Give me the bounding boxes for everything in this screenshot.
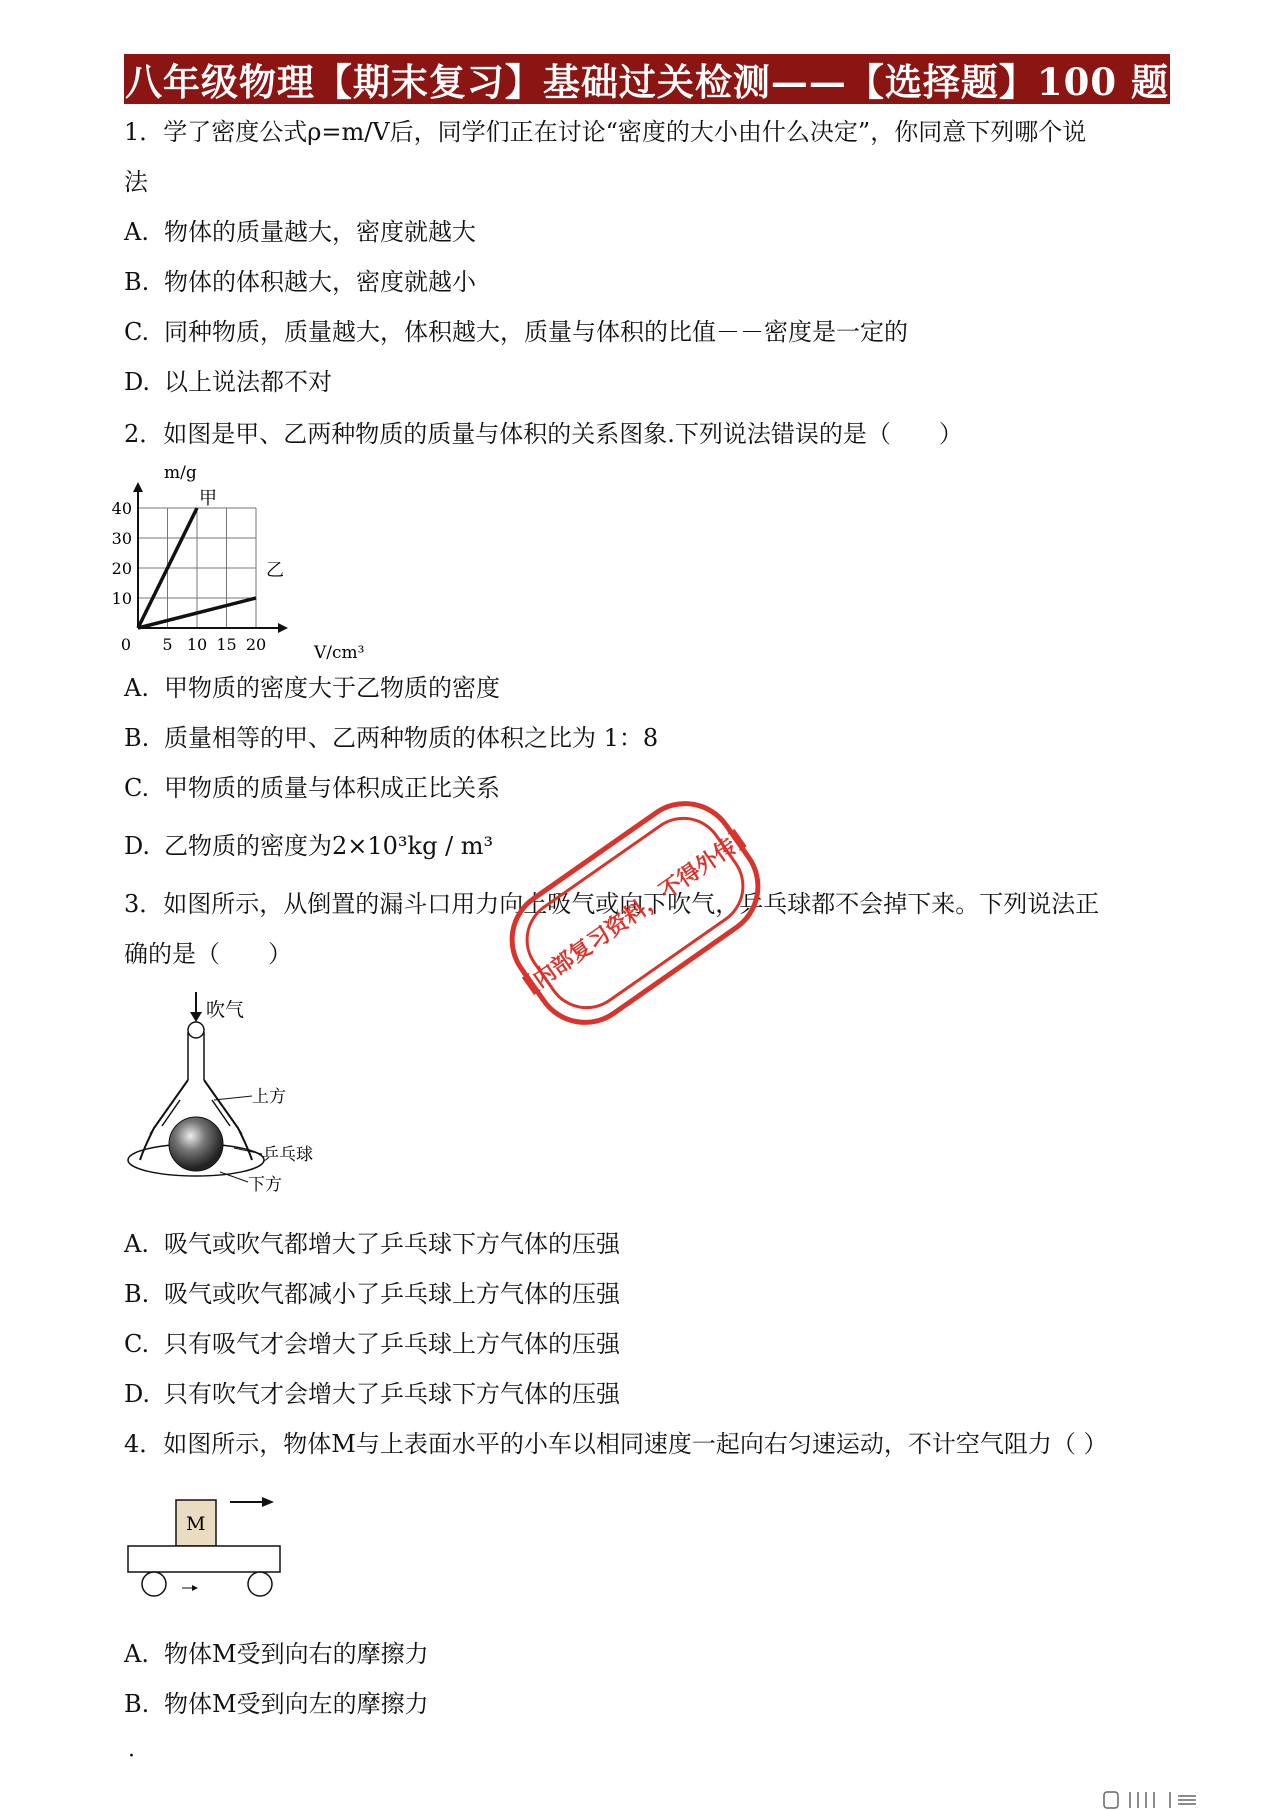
q2-option-a (124, 672, 500, 704)
q2-option-b (124, 722, 658, 754)
chart-grid (138, 508, 256, 628)
q4-stem: 4．如图所示，物体M与上表面水平的小车以相同速度一起向右匀速运动，不计空气阻力（ ） (124, 1430, 1108, 1458)
cart-wheel-left (142, 1572, 166, 1596)
option-text: 吸气或吹气都减小了乒乓球上方气体的压强 (164, 1280, 620, 1308)
q3-option-b (124, 1278, 620, 1310)
q1-stem-line1: 1．学了密度公式ρ=m/V后，同学们正在讨论“密度的大小由什么决定”，你同意下列哪个说 (124, 118, 1087, 146)
option-letter: B. (124, 268, 150, 296)
q3-option-d (124, 1378, 620, 1410)
blow-arrow-head (190, 1012, 202, 1022)
option-text: 质量相等的甲、乙两种物质的体积之比为 1：8 (164, 724, 659, 752)
x-tick-label: 10 (186, 635, 208, 654)
option-letter: C. (124, 318, 150, 346)
q1-option-d (124, 366, 332, 398)
q3-funnel-figure (124, 988, 344, 1208)
page-title: 八年级物理【期末复习】基础过关检测——【选择题】100 题 (124, 54, 1170, 104)
option-text: 物体的体积越大，密度就越小 (164, 268, 476, 296)
label-below: 下方 (248, 1175, 282, 1195)
option-text: 只有吹气才会增大了乒乓球下方气体的压强 (164, 1380, 620, 1408)
option-letter: D. (124, 1380, 151, 1408)
q1-option-a (124, 216, 476, 248)
option-text: 甲物质的质量与体积成正比关系 (164, 774, 500, 802)
q4-cart-figure (124, 1488, 304, 1618)
q3-stem-line1: 3．如图所示，从倒置的漏斗口用力向上吸气或向下吹气，乒乓球都不会掉下来。下列说法正 (124, 890, 1100, 918)
y-tick-label: 30 (111, 529, 132, 548)
q2-mass-volume-chart (111, 456, 394, 666)
ping-pong-ball (169, 1117, 223, 1171)
chart-xlabel: V/cm³ (314, 643, 365, 663)
option-letter: A. (124, 674, 149, 702)
option-text: 物体M受到向右的摩擦力 (164, 1640, 429, 1668)
option-text: 物体M受到向左的摩擦力 (164, 1690, 429, 1718)
x-tick-label: 5 (162, 635, 173, 654)
cart-body (128, 1546, 280, 1572)
q3-option-c (124, 1328, 620, 1360)
label-blow: 吹气 (206, 999, 245, 1021)
chart-ylabel: m/g (164, 463, 197, 483)
y-tick-label: 40 (111, 499, 132, 518)
y-tick-label: 20 (111, 559, 132, 578)
image-viewer-icon[interactable] (1100, 1790, 1260, 1810)
y-axis-arrow (133, 482, 143, 492)
x-axis-arrow (278, 623, 288, 633)
option-letter: B. (124, 1690, 150, 1718)
option-text: 物体的质量越大，密度就越大 (164, 218, 476, 246)
y-tick-label: 10 (111, 589, 132, 608)
cart-wheel-right (248, 1572, 272, 1596)
option-text: 同种物质，质量越大，体积越大，质量与体积的比值－－密度是一定的 (164, 318, 908, 346)
q2-option-c (124, 772, 500, 804)
option-letter: D. (124, 368, 151, 396)
label-above: 上方 (252, 1087, 286, 1107)
option-letter: A. (124, 218, 149, 246)
label-ball: 乒乓球 (262, 1145, 313, 1165)
q1-option-b (124, 266, 476, 298)
option-letter: A. (124, 1640, 149, 1668)
option-letter: B. (124, 724, 150, 752)
option-letter: A. (124, 1230, 149, 1258)
q4-option-a (124, 1638, 429, 1670)
q4-option-b (124, 1688, 429, 1720)
option-text: 吸气或吹气都增大了乒乓球下方气体的压强 (164, 1230, 620, 1258)
q2-option-d (124, 830, 493, 862)
stamp-text: 【内部复习资料，不得外传】 (510, 820, 760, 1006)
q3-stem-line2: 确的是（ ） (124, 940, 292, 968)
option-letter: D. (124, 832, 151, 860)
option-letter: C. (124, 1330, 150, 1358)
option-text: 只有吸气才会增大了乒乓球上方气体的压强 (164, 1330, 620, 1358)
option-text: 甲物质的密度大于乙物质的密度 (164, 674, 500, 702)
bottom-dot: · (128, 1744, 135, 1769)
q3-option-a (124, 1228, 620, 1260)
q1-option-c (124, 316, 908, 348)
x-tick-label: 20 (245, 635, 267, 654)
label-block-m: M (186, 1513, 206, 1535)
option-letter: C. (124, 774, 150, 802)
chart-series (138, 488, 284, 628)
x-tick-label: 15 (216, 635, 237, 654)
option-letter: B. (124, 1280, 150, 1308)
series-label: 甲 (199, 488, 217, 509)
x-tick-label: 0 (120, 635, 132, 654)
option-text: 以上说法都不对 (164, 368, 332, 396)
q1-stem-line2: 法 (124, 168, 148, 196)
option-text: 乙物质的密度为2×10³kg / m³ (164, 832, 494, 860)
funnel-mouth (188, 1022, 204, 1038)
series-label: 乙 (266, 560, 284, 581)
q2-stem: 2．如图是甲、乙两种物质的质量与体积的关系图象.下列说法错误的是（ ） (124, 420, 963, 448)
